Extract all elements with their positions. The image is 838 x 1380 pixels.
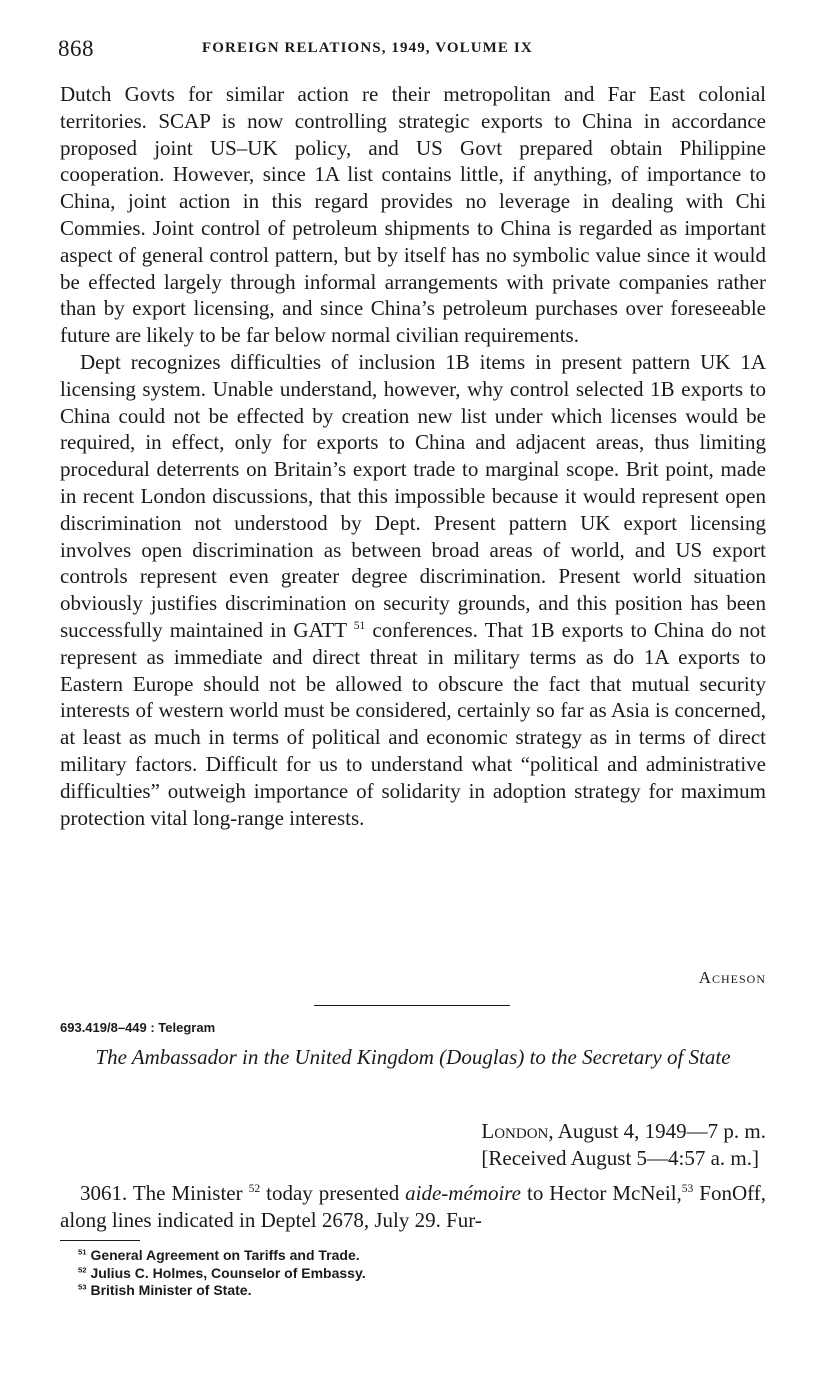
paragraph-2-part-1: Dept recognizes difficulties of inclusion 1B items in present pattern UK 1A licensing system. Unable understand, however, why control selected 1B exports to China could not be effected by creation new list under which licenses would be required, in effect, only for exports to China and adjacent areas, thus limiting procedural deterrents on Britain’s export trade to marginal scope. Brit point, made in recent London discussions, that this impossible because it would represent open discrimination not understood by Dept. Present pattern UK export licensing involves open discrimination as between broad areas of world, and US export controls represent even greater degree discrimination. Present world situation obviously justifies discrimination on security grounds, and this position has been successfully maintained in GATT: [60, 349, 766, 642]
footnote-text: British Minister of State.: [86, 1282, 252, 1298]
telegram-text-part-3: to Hector McNeil,: [521, 1181, 682, 1205]
dateline-received: [Received August 5—4:57 a. m.]: [481, 1146, 760, 1170]
section-divider: [314, 1005, 510, 1006]
footnote-51: [78, 1247, 366, 1265]
paragraph-2: [60, 349, 766, 831]
paragraph-1: Dutch Govts for similar action re their metropolitan and Far East colonial territories. SCAP is now controlling strategic exports to China in accordance proposed joint US–UK policy, and US Govt prepared obtain Philippine cooperation. However, since 1A list contains little, if anything, of importance to China, joint action in this regard provides no leverage in dealing with Chi Commies. Joint control of petroleum shipments to China is regarded as important aspect of general control pattern, but by itself has no symbolic value since it would be effected largely through informal arrangements with private companies rather than by export licensing, and since China’s petroleum purchases over foreseeable future are likely to be far below normal civilian requirements.: [60, 82, 766, 348]
document-title: The Ambassador in the United Kingdom (Douglas) to the Secretary of State: [95, 1045, 731, 1069]
telegram-text: [60, 1180, 766, 1234]
footnote-number: 53: [78, 1282, 87, 1292]
running-head: FOREIGN RELATIONS, 1949, VOLUME IX: [202, 40, 533, 56]
dateline-sent: [481, 1118, 766, 1145]
document-file-id: 693.419/8–449 : Telegram: [60, 1020, 216, 1035]
signature: Acheson: [698, 968, 766, 987]
telegram-text-part-4: FonOff, along lines indicated in Deptel 2678, July 29. Fur-: [60, 1181, 766, 1232]
dateline-date: , August 4, 1949—7 p. m.: [548, 1119, 766, 1143]
footnote-ref-53: 53: [681, 1183, 694, 1195]
footnote-ref-51: 51: [353, 619, 366, 632]
footnote-52: [78, 1265, 366, 1283]
dateline-city: London: [481, 1119, 549, 1143]
footnote-ref-52: 52: [248, 1183, 261, 1195]
footnote-text: General Agreement on Tariffs and Trade.: [86, 1247, 360, 1263]
page-header: [58, 36, 768, 66]
footnote-text: Julius C. Holmes, Counselor of Embassy.: [86, 1264, 366, 1281]
telegram-text-part-1: 3061. The Minister: [80, 1181, 243, 1205]
footnotes: [78, 1247, 366, 1300]
telegram-text-italic: aide-mémoire: [405, 1181, 522, 1205]
footnote-number: 51: [78, 1247, 87, 1257]
page-number: 868: [58, 36, 94, 61]
dateline: [481, 1118, 766, 1172]
body-text: [60, 81, 766, 831]
telegram-text-part-2: today presented: [260, 1181, 406, 1205]
footnote-53: [78, 1282, 366, 1300]
footnote-divider: [60, 1240, 140, 1241]
footnote-number: 52: [78, 1264, 87, 1274]
paragraph-2-part-2: conferences. That 1B exports to China do not represent as immediate and direct threat in military terms as do 1A exports to Eastern Europe should not be allowed to obscure the fact that mutual security interests of western world must be considered, certainly so far as Asia is concerned, at least as much in terms of political and economic strategy as in terms of direct military factors. Difficult for us to understand what “political and administrative difficulties” outweigh importance of solidarity in adoption strategy for maximum protection vital long-range interests.: [60, 617, 767, 830]
